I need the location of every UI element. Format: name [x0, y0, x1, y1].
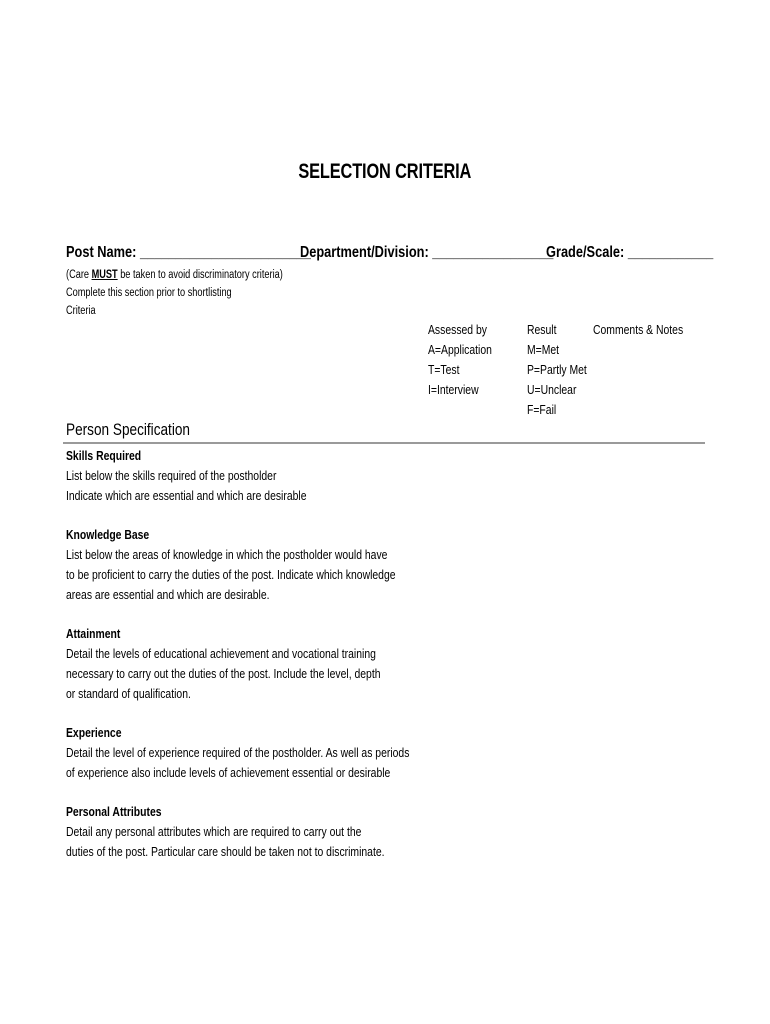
- person-spec-title: Person Specification: [66, 420, 190, 439]
- result-column: [527, 320, 602, 420]
- section-attainment: Attainment Detail the levels of educational achievement and vocational training necessary to carry out the duties of the post. Include the level, depth or standard of qualification.: [66, 626, 381, 701]
- legend-item: I=Interview: [428, 382, 479, 397]
- column-header: Comments & Notes: [593, 322, 684, 337]
- legend-item: P=Partly Met: [527, 362, 587, 377]
- section-experience: Experience Detail the level of experience required of the postholder. As well as periods of experience also include levels of achievement essential or desirable: [66, 725, 410, 780]
- column-header: Result: [527, 322, 557, 337]
- section-skills: Skills Required List below the skills required of the postholder Indicate which are essential and which are desirable: [66, 448, 307, 503]
- page-title: SELECTION CRITERIA: [298, 160, 472, 183]
- legend-item: T=Test: [428, 362, 460, 377]
- comments-column: [593, 320, 706, 340]
- section-heading: Skills Required: [66, 448, 142, 463]
- assessed-by-column: [428, 320, 508, 400]
- legend-item: A=Application: [428, 342, 492, 357]
- department-field[interactable]: Department/Division: _________________: [300, 244, 554, 261]
- post-name-field[interactable]: Post Name: ________________________: [66, 244, 311, 261]
- legend-item: U=Unclear: [527, 382, 577, 397]
- column-header: Assessed by: [428, 322, 487, 337]
- legend-item: F=Fail: [527, 402, 557, 417]
- instruction-note: (Care MUST be taken to avoid discriminatory criteria) Complete this section prior to shortlisting Criteria: [66, 269, 283, 317]
- legend-item: M=Met: [527, 342, 560, 357]
- section-heading: Experience: [66, 725, 122, 740]
- grade-field[interactable]: Grade/Scale: ____________: [546, 244, 714, 261]
- section-divider: [63, 442, 705, 444]
- section-personal-attributes: Personal Attributes Detail any personal attributes which are required to carry out the duties of the post. Particular care should be taken not to discriminate.: [66, 804, 385, 859]
- section-knowledge: Knowledge Base List below the areas of knowledge in which the postholder would have to be proficient to carry the duties of the post. Indicate which knowledge areas are essential and which are desirable.: [66, 527, 396, 602]
- section-heading: Knowledge Base: [66, 527, 150, 542]
- section-heading: Attainment: [66, 626, 121, 641]
- section-heading: Personal Attributes: [66, 804, 162, 819]
